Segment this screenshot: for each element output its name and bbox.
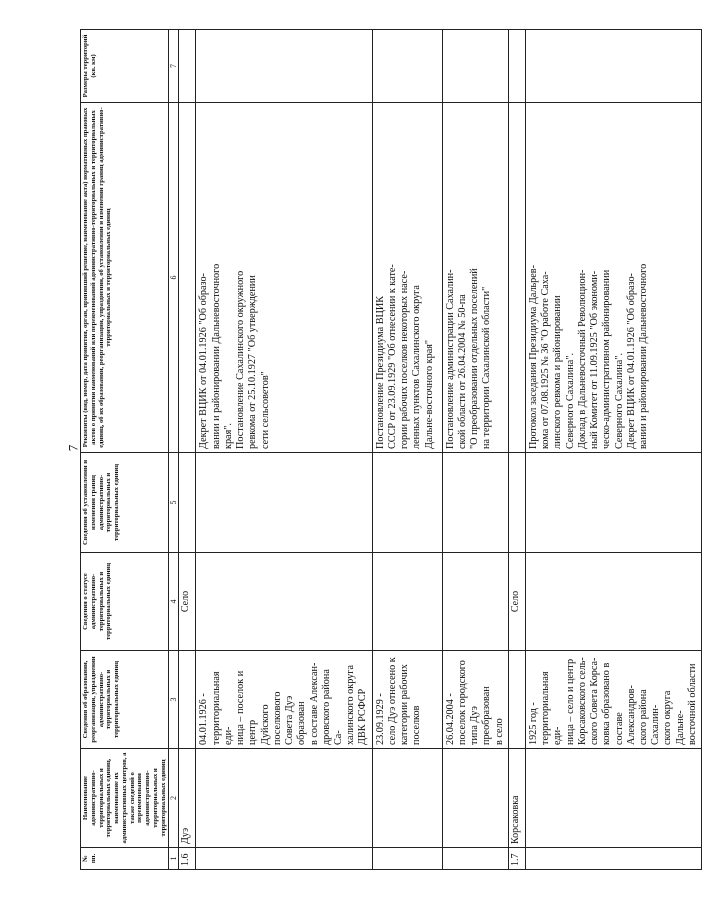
header-acts: Реквизиты (вид, номер, дата принятия, орган, принявший решение, наименование акта) нормативных правовых актов о принятии наименований или переименований административно-территориальных и территориальных единиц, об их образовании, реорганизации, упразднении, об установлении и изменении границ административно-территориальных и территориальных единиц [81,103,169,453]
header-formation: Сведения об образовании, реорганизации, упразднении административно-территориальных и территориальных единиц [81,651,169,749]
header-num: № пп. [81,848,169,870]
page-number: 7 [65,444,81,452]
acts-cell: Постановление Президиума ВЦИК СССР от 23.09.1929 "Об отнесении к кате- гории рабочих поселков некоторых насе- ленных пунктов Сахалинского округа Дальне-восточного края" [372,103,442,453]
column-number: 6 [169,103,179,453]
column-number: 1 [169,848,179,870]
acts-cell: Протокол заседания Президиума Дальрев- кома от 07.08.1925 № 36 "О работе Саха- линского ревкома и районировании Северного Сахалина". Доклад в Дальневосточный Революцион- ный Комитет от 11.09.1925 "Об экономи- ческо-административном районировании Северного Сахалина". Декрет ВЦИК от 04.01.1926 "Об образо- вании и районировании Дальневосточного [525,103,701,453]
settlement-name: Дуэ [179,749,196,848]
column-number: 7 [169,30,179,103]
registry-table [80,29,702,870]
settlement-name: Корсаковка [508,749,525,848]
table-row [525,30,701,870]
formation-cell: 26.04.2004 - поселок городского типа Дуэ преобразован в село [442,651,508,749]
settlement-status: Село [179,553,196,651]
row-number: 1.6 [179,848,196,870]
table-row [372,30,442,870]
header-area: Размеры территорий (кв. км) [81,30,169,103]
column-number-row [169,30,179,870]
table-row [442,30,508,870]
settlement-status: Село [508,553,525,651]
acts-cell: Декрет ВЦИК от 04.01.1926 "Об образо- вании и районировании Дальневосточного края". Постановление Сахалинского окружного ревкома от 25.10.1927 "Об утверждении сети сельсоветов" [196,103,372,453]
acts-cell: Постановление администрации Сахалин- ской области от 26.04.2004 № 50-па "О преобразовании отдельных поселений на территории Сахалинской области" [442,103,508,453]
formation-cell: 1925 год - территориальная еди- ница – село и центр Корсаковского сель- ского Совета Корса- ковка образовано в составе Александров- ского района Сахалин- ского округа Дальне- восточной области [525,651,701,749]
table-row [179,30,196,870]
rotated-table-container [80,30,698,870]
column-number: 4 [169,553,179,651]
row-number: 1.7 [508,848,525,870]
column-number: 3 [169,651,179,749]
formation-cell: 23.09.1929 - село Дуэ отнесено к категории рабочих поселков [372,651,442,749]
table-row [508,30,525,870]
column-number: 2 [169,749,179,848]
header-status: Сведения о статусе административно-территориальных и территориальных единиц [81,553,169,651]
formation-cell: 04.01.1926 - территориальная еди- ница – поселок и центр Дуйского поселкового Совета Дуэ образован в составе Алексан- дровского района Са- халинского округа ДВК РСФСР [196,651,372,749]
header-borders: Сведения об установлении и изменении границ административно-территориальных и территориальных единиц [81,453,169,553]
table-row [196,30,372,870]
header-name: Наименование административно-территориальных и территориальных единиц, наименование их административных центров, а также сведений о переименовании административно-территориальных и территориальных единиц [81,749,169,848]
column-number: 5 [169,453,179,553]
header-row [81,30,169,870]
